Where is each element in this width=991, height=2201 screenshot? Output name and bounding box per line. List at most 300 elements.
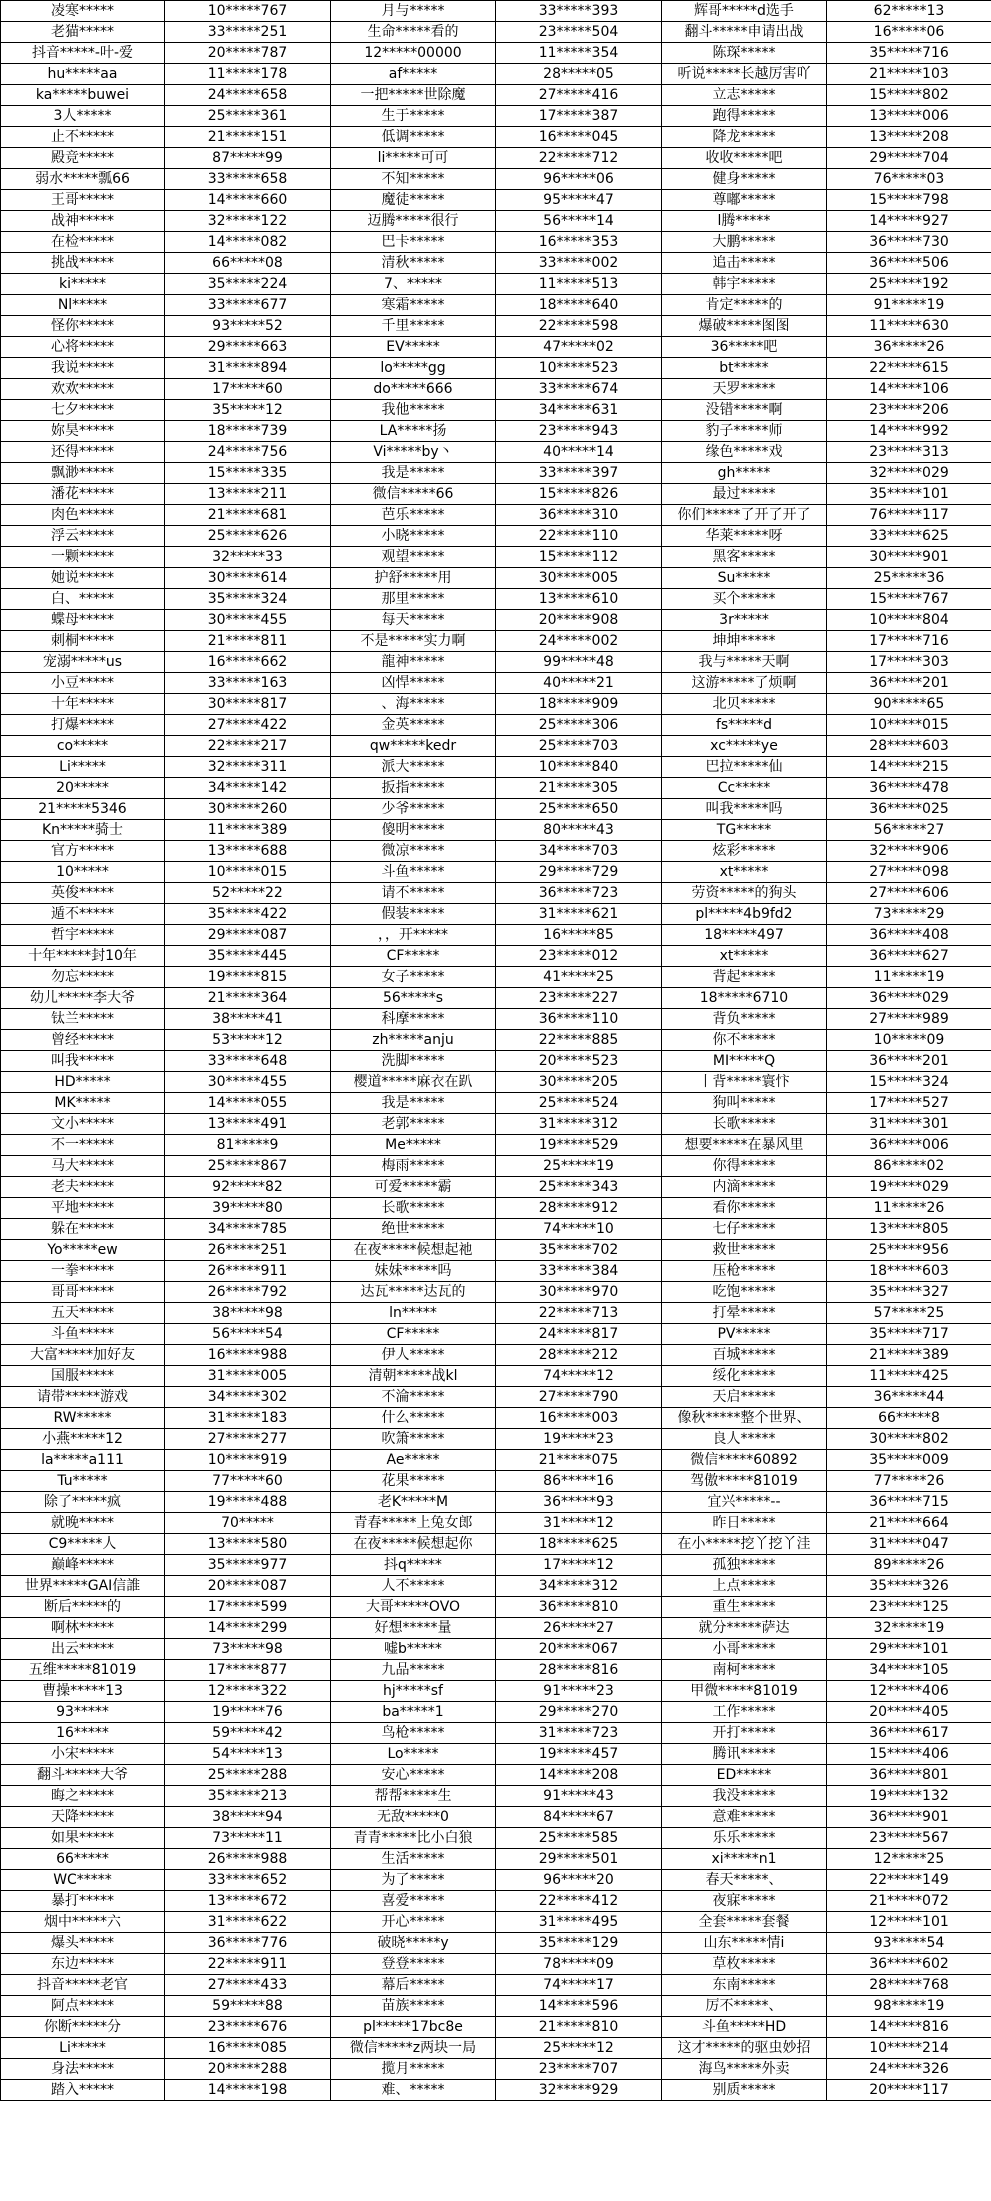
id-cell-2: 84*****67 [496,1807,662,1828]
id-cell-2: 25*****585 [496,1828,662,1849]
table-row [1,589,991,610]
name-cell-1: 除了*****疯 [1,1492,165,1513]
id-cell-1: 18*****739 [165,421,331,442]
name-cell-2: 难、***** [331,2080,496,2101]
id-cell-2: 80*****43 [496,820,662,841]
name-cell-1: 就晚***** [1,1513,165,1534]
table-row [1,1681,991,1702]
table-row [1,1429,991,1450]
table-row [1,1807,991,1828]
name-cell-2: 开心***** [331,1912,496,1933]
name-cell-2: 、海***** [331,694,496,715]
name-cell-2: li*****可可 [331,148,496,169]
id-cell-3: 36*****26 [827,337,991,358]
id-cell-2: 10*****523 [496,358,662,379]
name-cell-2: 巴卡***** [331,232,496,253]
table-row [1,2038,991,2059]
name-cell-1: 如果***** [1,1828,165,1849]
id-cell-3: 11*****19 [827,967,991,988]
id-cell-2: 20*****067 [496,1639,662,1660]
id-cell-1: 20*****288 [165,2059,331,2080]
name-cell-1: 踏入***** [1,2080,165,2101]
name-cell-2: 苗族***** [331,1996,496,2017]
id-cell-3: 34*****105 [827,1660,991,1681]
id-cell-2: 47*****02 [496,337,662,358]
id-cell-1: 87*****99 [165,148,331,169]
table-row [1,1702,991,1723]
name-cell-2: 幕后***** [331,1975,496,1996]
id-cell-2: 28*****912 [496,1198,662,1219]
id-cell-1: 30*****614 [165,568,331,589]
id-cell-2: 74*****17 [496,1975,662,1996]
id-cell-1: 35*****12 [165,400,331,421]
id-cell-2: 14*****208 [496,1765,662,1786]
id-cell-3: 36*****408 [827,925,991,946]
id-cell-3: 35*****009 [827,1450,991,1471]
table-row [1,610,991,631]
id-cell-2: 22*****712 [496,148,662,169]
table-row [1,1240,991,1261]
id-cell-3: 36*****801 [827,1765,991,1786]
name-cell-2: LA*****扬 [331,421,496,442]
id-cell-3: 25*****36 [827,568,991,589]
id-cell-2: 16*****353 [496,232,662,253]
name-cell-2: 我他***** [331,400,496,421]
name-cell-1: 心将***** [1,337,165,358]
table-row [1,778,991,799]
id-cell-3: 36*****617 [827,1723,991,1744]
id-cell-2: 11*****354 [496,43,662,64]
table-row [1,1660,991,1681]
table-row [1,1387,991,1408]
name-cell-1: 不一***** [1,1135,165,1156]
name-cell-2: 达瓦*****达瓦的 [331,1282,496,1303]
name-cell-1: 七夕***** [1,400,165,421]
name-cell-3: pl*****4b9fd2 [662,904,827,925]
id-cell-2: 74*****10 [496,1219,662,1240]
id-cell-2: 22*****885 [496,1030,662,1051]
name-cell-2: 我是***** [331,463,496,484]
name-cell-2: 老K*****M [331,1492,496,1513]
id-cell-2: 24*****002 [496,631,662,652]
id-cell-2: 96*****20 [496,1870,662,1891]
id-cell-3: 15*****406 [827,1744,991,1765]
table-row [1,505,991,526]
id-cell-1: 25*****361 [165,106,331,127]
name-cell-2: 那里***** [331,589,496,610]
table-row [1,211,991,232]
id-cell-2: 36*****110 [496,1009,662,1030]
name-cell-2: 低调***** [331,127,496,148]
name-cell-1: 妳昊***** [1,421,165,442]
table-row [1,547,991,568]
name-cell-3: 劳资*****的狗头 [662,883,827,904]
id-cell-1: 34*****785 [165,1219,331,1240]
name-cell-3: 你不***** [662,1030,827,1051]
name-cell-3: 狗叫***** [662,1093,827,1114]
id-cell-3: 36*****201 [827,673,991,694]
id-cell-2: 30*****005 [496,568,662,589]
id-cell-2: 30*****205 [496,1072,662,1093]
id-cell-2: 29*****729 [496,862,662,883]
name-cell-3: 听说*****长越厉害吖 [662,64,827,85]
table-row [1,1219,991,1240]
id-cell-2: 21*****305 [496,778,662,799]
name-cell-2: 微信*****66 [331,484,496,505]
name-cell-1: 浮云***** [1,526,165,547]
table-row [1,1975,991,1996]
name-cell-2: CF***** [331,946,496,967]
id-cell-3: 57*****25 [827,1303,991,1324]
name-cell-1: 战神***** [1,211,165,232]
name-cell-2: 观望***** [331,547,496,568]
name-cell-2: 不淪***** [331,1387,496,1408]
name-cell-1: 世界*****GAI信誰 [1,1576,165,1597]
name-cell-1: MK***** [1,1093,165,1114]
name-cell-3: 意难***** [662,1807,827,1828]
table-row [1,841,991,862]
id-cell-3: 15*****802 [827,85,991,106]
name-cell-3: 韩宇***** [662,274,827,295]
name-cell-2: Vi*****by丶 [331,442,496,463]
id-cell-2: 25*****703 [496,736,662,757]
name-cell-3: 在小*****挖丫挖丫洼 [662,1534,827,1555]
table-row [1,148,991,169]
name-cell-2: ba*****1 [331,1702,496,1723]
name-cell-1: 叫我***** [1,1051,165,1072]
id-cell-1: 17*****60 [165,379,331,400]
sheet-body [1,1,991,2101]
name-cell-2: 在夜*****候想起祂 [331,1240,496,1261]
table-row [1,946,991,967]
name-cell-3: 孤独***** [662,1555,827,1576]
id-cell-3: 35*****101 [827,484,991,505]
table-row [1,1030,991,1051]
name-cell-2: 清朝*****战kl [331,1366,496,1387]
table-row [1,1597,991,1618]
name-cell-3: 你得***** [662,1156,827,1177]
name-cell-2: 科摩***** [331,1009,496,1030]
name-cell-3: 看你***** [662,1198,827,1219]
table-row [1,358,991,379]
name-cell-2: 妹妹*****吗 [331,1261,496,1282]
table-row [1,127,991,148]
name-cell-2: 洗脚***** [331,1051,496,1072]
table-row [1,1618,991,1639]
name-cell-2: 傻明***** [331,820,496,841]
name-cell-1: ka*****buwei [1,85,165,106]
name-cell-2: 微凉***** [331,841,496,862]
name-cell-2: 什么***** [331,1408,496,1429]
name-cell-1: 东边***** [1,1954,165,1975]
id-cell-3: 21*****664 [827,1513,991,1534]
id-cell-1: 15*****335 [165,463,331,484]
id-cell-2: 36*****723 [496,883,662,904]
id-cell-2: 86*****16 [496,1471,662,1492]
id-cell-3: 29*****704 [827,148,991,169]
name-cell-2: 伊人***** [331,1345,496,1366]
id-cell-1: 35*****213 [165,1786,331,1807]
name-cell-3: 翻斗*****申请出战 [662,22,827,43]
name-cell-3: 就分*****萨达 [662,1618,827,1639]
id-cell-2: 22*****110 [496,526,662,547]
id-cell-2: 17*****387 [496,106,662,127]
name-cell-1: 挑战***** [1,253,165,274]
name-cell-3: 春天*****、 [662,1870,827,1891]
id-cell-1: 26*****792 [165,1282,331,1303]
table-row [1,1324,991,1345]
name-cell-1: 五维*****81019 [1,1660,165,1681]
id-cell-1: 20*****787 [165,43,331,64]
name-cell-2: 护舒*****用 [331,568,496,589]
name-cell-1: 烟中*****六 [1,1912,165,1933]
name-cell-1: 白、***** [1,589,165,610]
id-cell-2: 28*****816 [496,1660,662,1681]
id-cell-2: 14*****596 [496,1996,662,2017]
name-cell-3: 良人***** [662,1429,827,1450]
name-cell-1: 爆头***** [1,1933,165,1954]
id-cell-1: 17*****877 [165,1660,331,1681]
id-cell-1: 35*****445 [165,946,331,967]
id-cell-3: 14*****927 [827,211,991,232]
id-cell-3: 13*****208 [827,127,991,148]
id-cell-2: 31*****723 [496,1723,662,1744]
id-cell-1: 31*****622 [165,1912,331,1933]
name-cell-2: 九品***** [331,1660,496,1681]
id-cell-3: 36*****901 [827,1807,991,1828]
id-cell-2: 15*****112 [496,547,662,568]
id-cell-1: 13*****672 [165,1891,331,1912]
id-cell-1: 66*****08 [165,253,331,274]
name-cell-1: 蝶母***** [1,610,165,631]
name-cell-1: 请带*****游戏 [1,1387,165,1408]
id-cell-3: 17*****527 [827,1093,991,1114]
name-cell-1: 你断*****分 [1,2017,165,2038]
name-cell-3: 草枚***** [662,1954,827,1975]
name-cell-1: 官方***** [1,841,165,862]
id-cell-3: 27*****606 [827,883,991,904]
name-cell-1: 一拳***** [1,1261,165,1282]
id-cell-3: 14*****215 [827,757,991,778]
id-cell-2: 35*****702 [496,1240,662,1261]
table-row [1,1,991,22]
name-cell-1: 晦之***** [1,1786,165,1807]
name-cell-3: 微信*****60892 [662,1450,827,1471]
name-cell-2: 清秋***** [331,253,496,274]
id-cell-1: 25*****288 [165,1765,331,1786]
name-cell-3: l腾***** [662,211,827,232]
name-cell-1: 国服***** [1,1366,165,1387]
id-cell-1: 19*****815 [165,967,331,988]
id-cell-3: 73*****29 [827,904,991,925]
name-cell-1: 曾经***** [1,1030,165,1051]
table-row [1,1723,991,1744]
table-row [1,253,991,274]
name-cell-2: 破晓*****y [331,1933,496,1954]
id-cell-3: 29*****101 [827,1639,991,1660]
id-cell-3: 35*****326 [827,1576,991,1597]
name-cell-1: 潘花***** [1,484,165,505]
name-cell-3: 海鸟*****外卖 [662,2059,827,2080]
name-cell-3: 降龙***** [662,127,827,148]
name-cell-1: 遁不***** [1,904,165,925]
name-cell-3: bt***** [662,358,827,379]
name-cell-3: 18*****6710 [662,988,827,1009]
id-cell-2: 23*****707 [496,2059,662,2080]
name-cell-2: Ae***** [331,1450,496,1471]
name-cell-2: CF***** [331,1324,496,1345]
name-cell-1: 平地***** [1,1198,165,1219]
name-cell-3: Su***** [662,568,827,589]
id-cell-2: 78*****09 [496,1954,662,1975]
table-row [1,274,991,295]
name-cell-3: fs*****d [662,715,827,736]
id-cell-2: 16*****045 [496,127,662,148]
id-cell-1: 32*****122 [165,211,331,232]
name-cell-3: xc*****ye [662,736,827,757]
id-cell-1: 26*****911 [165,1261,331,1282]
name-cell-3: 尊嘟***** [662,190,827,211]
name-cell-2: 花果***** [331,1471,496,1492]
id-cell-2: 33*****397 [496,463,662,484]
id-cell-2: 33*****384 [496,1261,662,1282]
table-row [1,1576,991,1597]
id-cell-3: 23*****567 [827,1828,991,1849]
name-cell-1: 欢欢***** [1,379,165,400]
table-row [1,736,991,757]
id-cell-3: 30*****901 [827,547,991,568]
id-cell-3: 18*****603 [827,1261,991,1282]
id-cell-2: 56*****14 [496,211,662,232]
name-cell-3: 追击***** [662,253,827,274]
name-cell-1: 3人***** [1,106,165,127]
id-cell-2: 27*****790 [496,1387,662,1408]
name-cell-3: 丨背*****寰忭 [662,1072,827,1093]
name-cell-3: ED***** [662,1765,827,1786]
name-cell-1: 勿忘***** [1,967,165,988]
id-cell-1: 11*****389 [165,820,331,841]
table-row [1,1786,991,1807]
name-cell-3: 长歌***** [662,1114,827,1135]
id-cell-3: 62*****13 [827,1,991,22]
id-cell-1: 16*****988 [165,1345,331,1366]
name-cell-3: 黑客***** [662,547,827,568]
name-cell-2: 生命*****看的 [331,22,496,43]
table-row [1,2017,991,2038]
table-row [1,1534,991,1555]
table-row [1,463,991,484]
name-cell-2: 千里***** [331,316,496,337]
name-cell-3: 厉不*****、 [662,1996,827,2017]
id-cell-1: 16*****662 [165,652,331,673]
id-cell-2: 13*****610 [496,589,662,610]
table-row [1,337,991,358]
name-cell-2: 一把*****世除魔 [331,85,496,106]
name-cell-3: MI*****Q [662,1051,827,1072]
id-cell-3: 31*****301 [827,1114,991,1135]
name-cell-3: PV***** [662,1324,827,1345]
table-row [1,442,991,463]
name-cell-1: Tu***** [1,1471,165,1492]
table-row [1,1765,991,1786]
name-cell-3: 爆破*****图图 [662,316,827,337]
id-cell-1: 32*****311 [165,757,331,778]
id-cell-3: 25*****192 [827,274,991,295]
name-cell-2: 吹箫***** [331,1429,496,1450]
table-row [1,967,991,988]
name-cell-1: 21*****5346 [1,799,165,820]
name-cell-2: 女子***** [331,967,496,988]
id-cell-3: 23*****313 [827,442,991,463]
id-cell-1: 22*****217 [165,736,331,757]
table-row [1,1891,991,1912]
name-cell-1: 在检***** [1,232,165,253]
id-cell-1: 19*****76 [165,1702,331,1723]
id-cell-1: 54*****13 [165,1744,331,1765]
id-cell-2: 33*****674 [496,379,662,400]
table-row [1,1849,991,1870]
id-cell-1: 10*****767 [165,1,331,22]
name-cell-3: 肯定*****的 [662,295,827,316]
table-row [1,1198,991,1219]
name-cell-2: 请不***** [331,883,496,904]
table-row [1,1366,991,1387]
name-cell-2: 迈腾*****很行 [331,211,496,232]
name-cell-2: 帮帮*****生 [331,1786,496,1807]
id-cell-1: 27*****433 [165,1975,331,1996]
name-cell-2: 可爱*****霸 [331,1177,496,1198]
id-cell-1: 14*****660 [165,190,331,211]
id-cell-3: 27*****989 [827,1009,991,1030]
id-cell-1: 56*****54 [165,1324,331,1345]
name-cell-2: 绝世***** [331,1219,496,1240]
table-row [1,673,991,694]
id-cell-1: 33*****677 [165,295,331,316]
name-cell-3: 收收*****吧 [662,148,827,169]
table-row [1,652,991,673]
id-cell-1: 12*****322 [165,1681,331,1702]
name-cell-2: 生活***** [331,1849,496,1870]
table-row [1,862,991,883]
name-cell-3: 3r***** [662,610,827,631]
name-cell-2: 扳指***** [331,778,496,799]
id-cell-1: 13*****580 [165,1534,331,1555]
name-cell-1: 天降***** [1,1807,165,1828]
name-cell-3: gh***** [662,463,827,484]
id-cell-2: 31*****495 [496,1912,662,1933]
id-cell-2: 36*****310 [496,505,662,526]
id-cell-1: 31*****005 [165,1366,331,1387]
id-cell-1: 21*****151 [165,127,331,148]
id-cell-1: 31*****894 [165,358,331,379]
name-cell-2: 无敌*****0 [331,1807,496,1828]
name-cell-1: 大富*****加好友 [1,1345,165,1366]
id-cell-3: 77*****26 [827,1471,991,1492]
id-cell-3: 15*****324 [827,1072,991,1093]
table-row [1,1828,991,1849]
name-cell-1: 抖音*****老官 [1,1975,165,1996]
id-cell-1: 92*****82 [165,1177,331,1198]
id-cell-3: 36*****506 [827,253,991,274]
id-cell-3: 36*****478 [827,778,991,799]
id-cell-1: 81*****9 [165,1135,331,1156]
name-cell-1: 十年***** [1,694,165,715]
name-cell-1: 曹操*****13 [1,1681,165,1702]
table-row [1,568,991,589]
id-cell-3: 11*****26 [827,1198,991,1219]
name-cell-2: 登登***** [331,1954,496,1975]
name-cell-1: 躲在***** [1,1219,165,1240]
